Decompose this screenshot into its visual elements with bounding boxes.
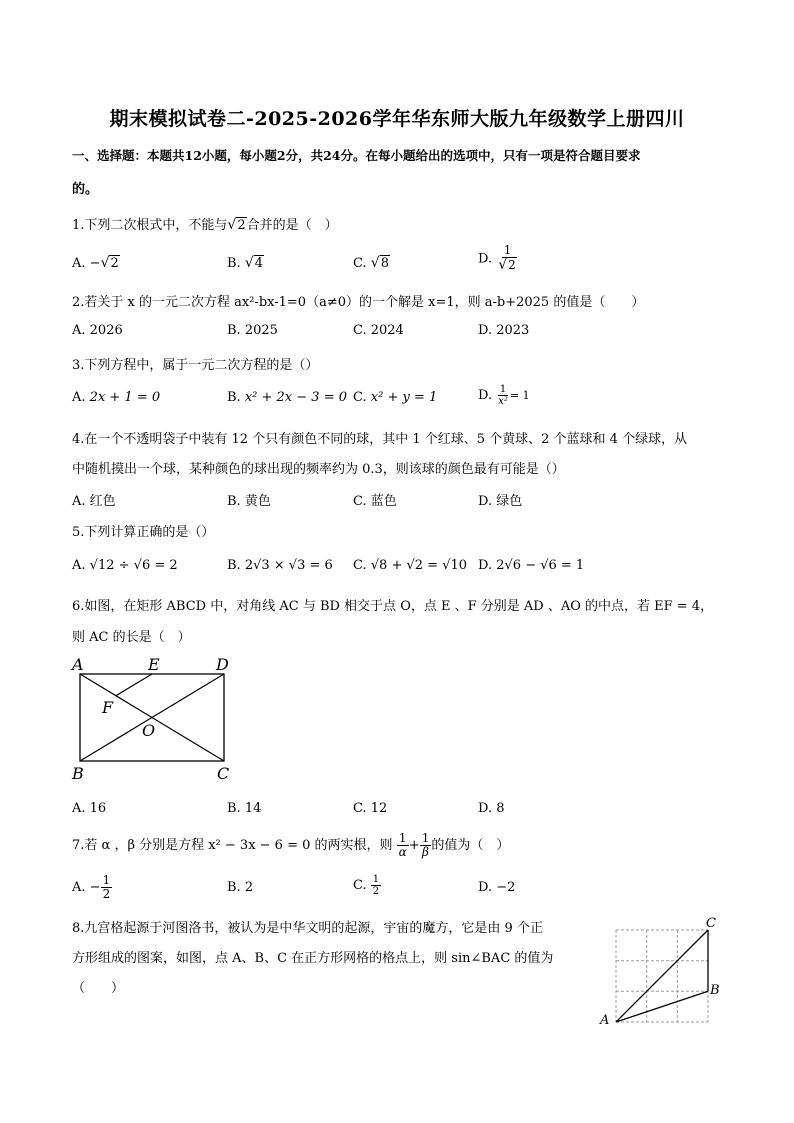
q4-option-c[interactable]: C. 蓝色 xyxy=(353,494,397,509)
q6-option-d[interactable]: D. 8 xyxy=(478,801,505,816)
q7-f2-denominator: β xyxy=(422,845,429,860)
question-8-stem-line2: 方形组成的图案，如图，点 A、B、C 在正方形网格的格点上，则 sin∠BAC 的值为 xyxy=(72,951,554,966)
label-a: A xyxy=(600,1013,610,1028)
segment-ac xyxy=(616,930,708,1022)
q3-option-c-letter: C. xyxy=(353,390,367,405)
q1-option-b-letter: B. xyxy=(227,256,241,271)
segment-ab xyxy=(616,991,708,1022)
section-heading: 一、选择题：本题共12小题，每小题2分，共24分。在每小题给出的选项中，只有一项是符合题目要求 xyxy=(72,148,641,163)
q7-option-a[interactable] xyxy=(72,874,112,901)
q1-b-radicand: 4 xyxy=(254,256,264,271)
label-b: B xyxy=(710,983,720,998)
q3-d-rhs: = 1 xyxy=(509,389,530,402)
q7-f1-numerator: 1 xyxy=(398,831,407,845)
q3-a-expression: 2x + 1 = 0 xyxy=(89,390,161,405)
q7-a-denominator: 2 xyxy=(102,887,111,902)
question-8-stem-line3: （ ） xyxy=(72,981,125,996)
q5-option-b-letter: B. xyxy=(227,558,241,573)
q7-option-a-letter: A. xyxy=(72,880,86,896)
q7-a-fraction xyxy=(101,874,113,901)
q3-d-denominator: x² xyxy=(498,396,508,407)
label-o: O xyxy=(142,721,156,740)
q5-option-b[interactable] xyxy=(227,558,333,573)
q5-option-a-letter: A. xyxy=(72,558,86,573)
q1-d-fraction xyxy=(496,244,519,274)
q3-b-expression: x² + 2x − 3 = 0 xyxy=(244,390,347,405)
q7-f2-numerator: 1 xyxy=(421,831,430,845)
q7-a-sign: − xyxy=(89,880,101,896)
label-b: B xyxy=(72,764,84,783)
q3-option-b-letter: B. xyxy=(227,390,241,405)
q5-option-c[interactable] xyxy=(353,558,467,573)
q6-rectangle-figure xyxy=(68,652,248,784)
q7-f1-denominator: α xyxy=(398,845,407,860)
question-3-stem: 3.下列方程中，属于一元二次方程的是（） xyxy=(72,358,319,373)
q3-d-fraction xyxy=(496,384,510,407)
q5-b-expression: 2√3 × √3 = 6 xyxy=(244,558,333,573)
question-4-stem-line1: 4.在一个不透明袋子中装有 12 个只有颜色不同的球，其中 1 个红球、5 个黄球、2 个蓝球和 4 个绿球，从 xyxy=(72,432,688,447)
q3-option-a-letter: A. xyxy=(72,390,86,405)
q7-fraction-alpha xyxy=(397,832,409,859)
q5-a-expression: √12 ÷ √6 = 2 xyxy=(89,558,178,573)
q3-option-c[interactable] xyxy=(353,390,437,405)
q7-option-c[interactable] xyxy=(353,874,381,897)
q3-option-b[interactable] xyxy=(227,390,347,405)
q8-grid-figure xyxy=(596,912,726,1028)
q5-d-expression: 2√6 − √6 = 1 xyxy=(496,558,585,573)
q5-c-expression: √8 + √2 = √10 xyxy=(370,558,468,573)
q4-option-d[interactable]: D. 绿色 xyxy=(478,494,523,509)
label-c: C xyxy=(217,764,230,783)
question-5-stem: 5.下列计算正确的是（） xyxy=(72,525,215,540)
q3-option-a[interactable] xyxy=(72,390,160,405)
section-heading-cont: 的。 xyxy=(72,182,99,197)
q3-option-d-letter: D. xyxy=(478,388,493,403)
q7-option-b[interactable]: B. 2 xyxy=(227,880,254,895)
q1-stem-pre: 1.下列二次根式中，不能与 xyxy=(72,218,228,233)
question-1-stem xyxy=(72,214,338,233)
q7-a-numerator: 1 xyxy=(102,873,111,887)
q6-option-a[interactable]: A. 16 xyxy=(72,801,107,816)
label-e: E xyxy=(148,655,160,674)
q4-option-b[interactable]: B. 黄色 xyxy=(227,494,271,509)
q3-option-d[interactable] xyxy=(478,384,530,407)
q2-option-a[interactable]: A. 2026 xyxy=(72,323,123,338)
q1-option-a[interactable]: A. −√2 xyxy=(72,255,119,271)
q1-stem-post: 合并的是（ ） xyxy=(246,218,338,233)
q7-fraction-beta xyxy=(420,832,432,859)
q5-option-d[interactable] xyxy=(478,558,584,573)
question-4-stem-line2: 中随机摸出一个球，某种颜色的球出现的频率约为 0.3，则该球的颜色最有可能是（） xyxy=(72,462,565,477)
exam-title: 期末模拟试卷二-2025-2026学年华东师大版九年级数学上册四川 xyxy=(109,108,685,130)
q7-option-d[interactable]: D. −2 xyxy=(478,880,516,895)
q2-option-b[interactable]: B. 2025 xyxy=(227,323,278,338)
q5-option-a[interactable] xyxy=(72,558,178,573)
q4-option-a[interactable]: A. 红色 xyxy=(72,494,116,509)
q1-d-numerator: 1 xyxy=(503,243,512,257)
segment-ef xyxy=(116,674,152,696)
label-c: C xyxy=(706,916,716,931)
q1-d-radical: √2 xyxy=(498,257,516,274)
q7-stem-pre: 7.若 α ，β 分别是方程 x² − 3x − 6 = 0 的两实根，则 xyxy=(72,838,393,854)
question-6-stem-line2: 则 AC 的长是（ ） xyxy=(72,630,191,645)
q2-option-d[interactable]: D. 2023 xyxy=(478,323,530,338)
q1-b-radical: √4 xyxy=(244,255,264,271)
q1-option-d[interactable] xyxy=(478,244,519,274)
q7-c-denominator: 2 xyxy=(372,886,380,897)
q6-option-b[interactable]: B. 14 xyxy=(227,801,262,816)
label-f: F xyxy=(102,698,114,717)
q3-c-expression: x² + y = 1 xyxy=(370,390,438,405)
q7-option-c-letter: C. xyxy=(353,878,367,893)
q1-a-radicand: 2 xyxy=(110,256,119,271)
q1-c-radicand: 8 xyxy=(380,256,389,271)
q7-plus: + xyxy=(408,838,420,854)
q1-option-c-letter: C. xyxy=(353,256,367,271)
q1-option-d-letter: D. xyxy=(478,251,493,267)
q3-d-numerator: 1 xyxy=(499,384,507,395)
q1-option-a-letter: A. xyxy=(72,256,86,271)
question-8-stem-line1: 8.九宫格起源于河图洛书，被认为是中华文明的起源，宇宙的魔方，它是由 9 个正 xyxy=(72,921,543,936)
q1-option-c[interactable] xyxy=(353,255,390,271)
q5-option-c-letter: C. xyxy=(353,558,367,573)
q1-c-radical: √8 xyxy=(370,255,389,271)
question-2-stem: 2.若关于 x 的一元二次方程 ax²-bx-1=0（a≠0）的一个解是 x=1，则 a-b+2025 的值是（ ） xyxy=(72,295,645,310)
question-7-stem xyxy=(72,832,509,859)
q7-c-fraction xyxy=(371,874,381,897)
q2-option-c[interactable]: C. 2024 xyxy=(353,323,404,338)
q1-stem-radical: √2 xyxy=(227,217,246,233)
question-6-stem-line1: 6.如图，在矩形 ABCD 中，对角线 AC 与 BD 相交于点 O，点 E 、F 分别是 AD 、AO 的中点，若 EF = 4， xyxy=(72,599,714,614)
q5-option-d-letter: D. xyxy=(478,558,493,573)
q7-stem-post: 的值为（ ） xyxy=(431,838,510,854)
q7-c-numerator: 1 xyxy=(372,874,380,885)
q1-d-radicand: 2 xyxy=(508,258,516,273)
q1-stem-radicand: 2 xyxy=(237,218,246,233)
q6-option-c[interactable]: C. 12 xyxy=(353,801,388,816)
q1-a-radical: √2 xyxy=(100,255,119,271)
label-a: A xyxy=(72,655,84,674)
q1-option-b[interactable] xyxy=(227,255,264,271)
label-d: D xyxy=(216,655,229,674)
